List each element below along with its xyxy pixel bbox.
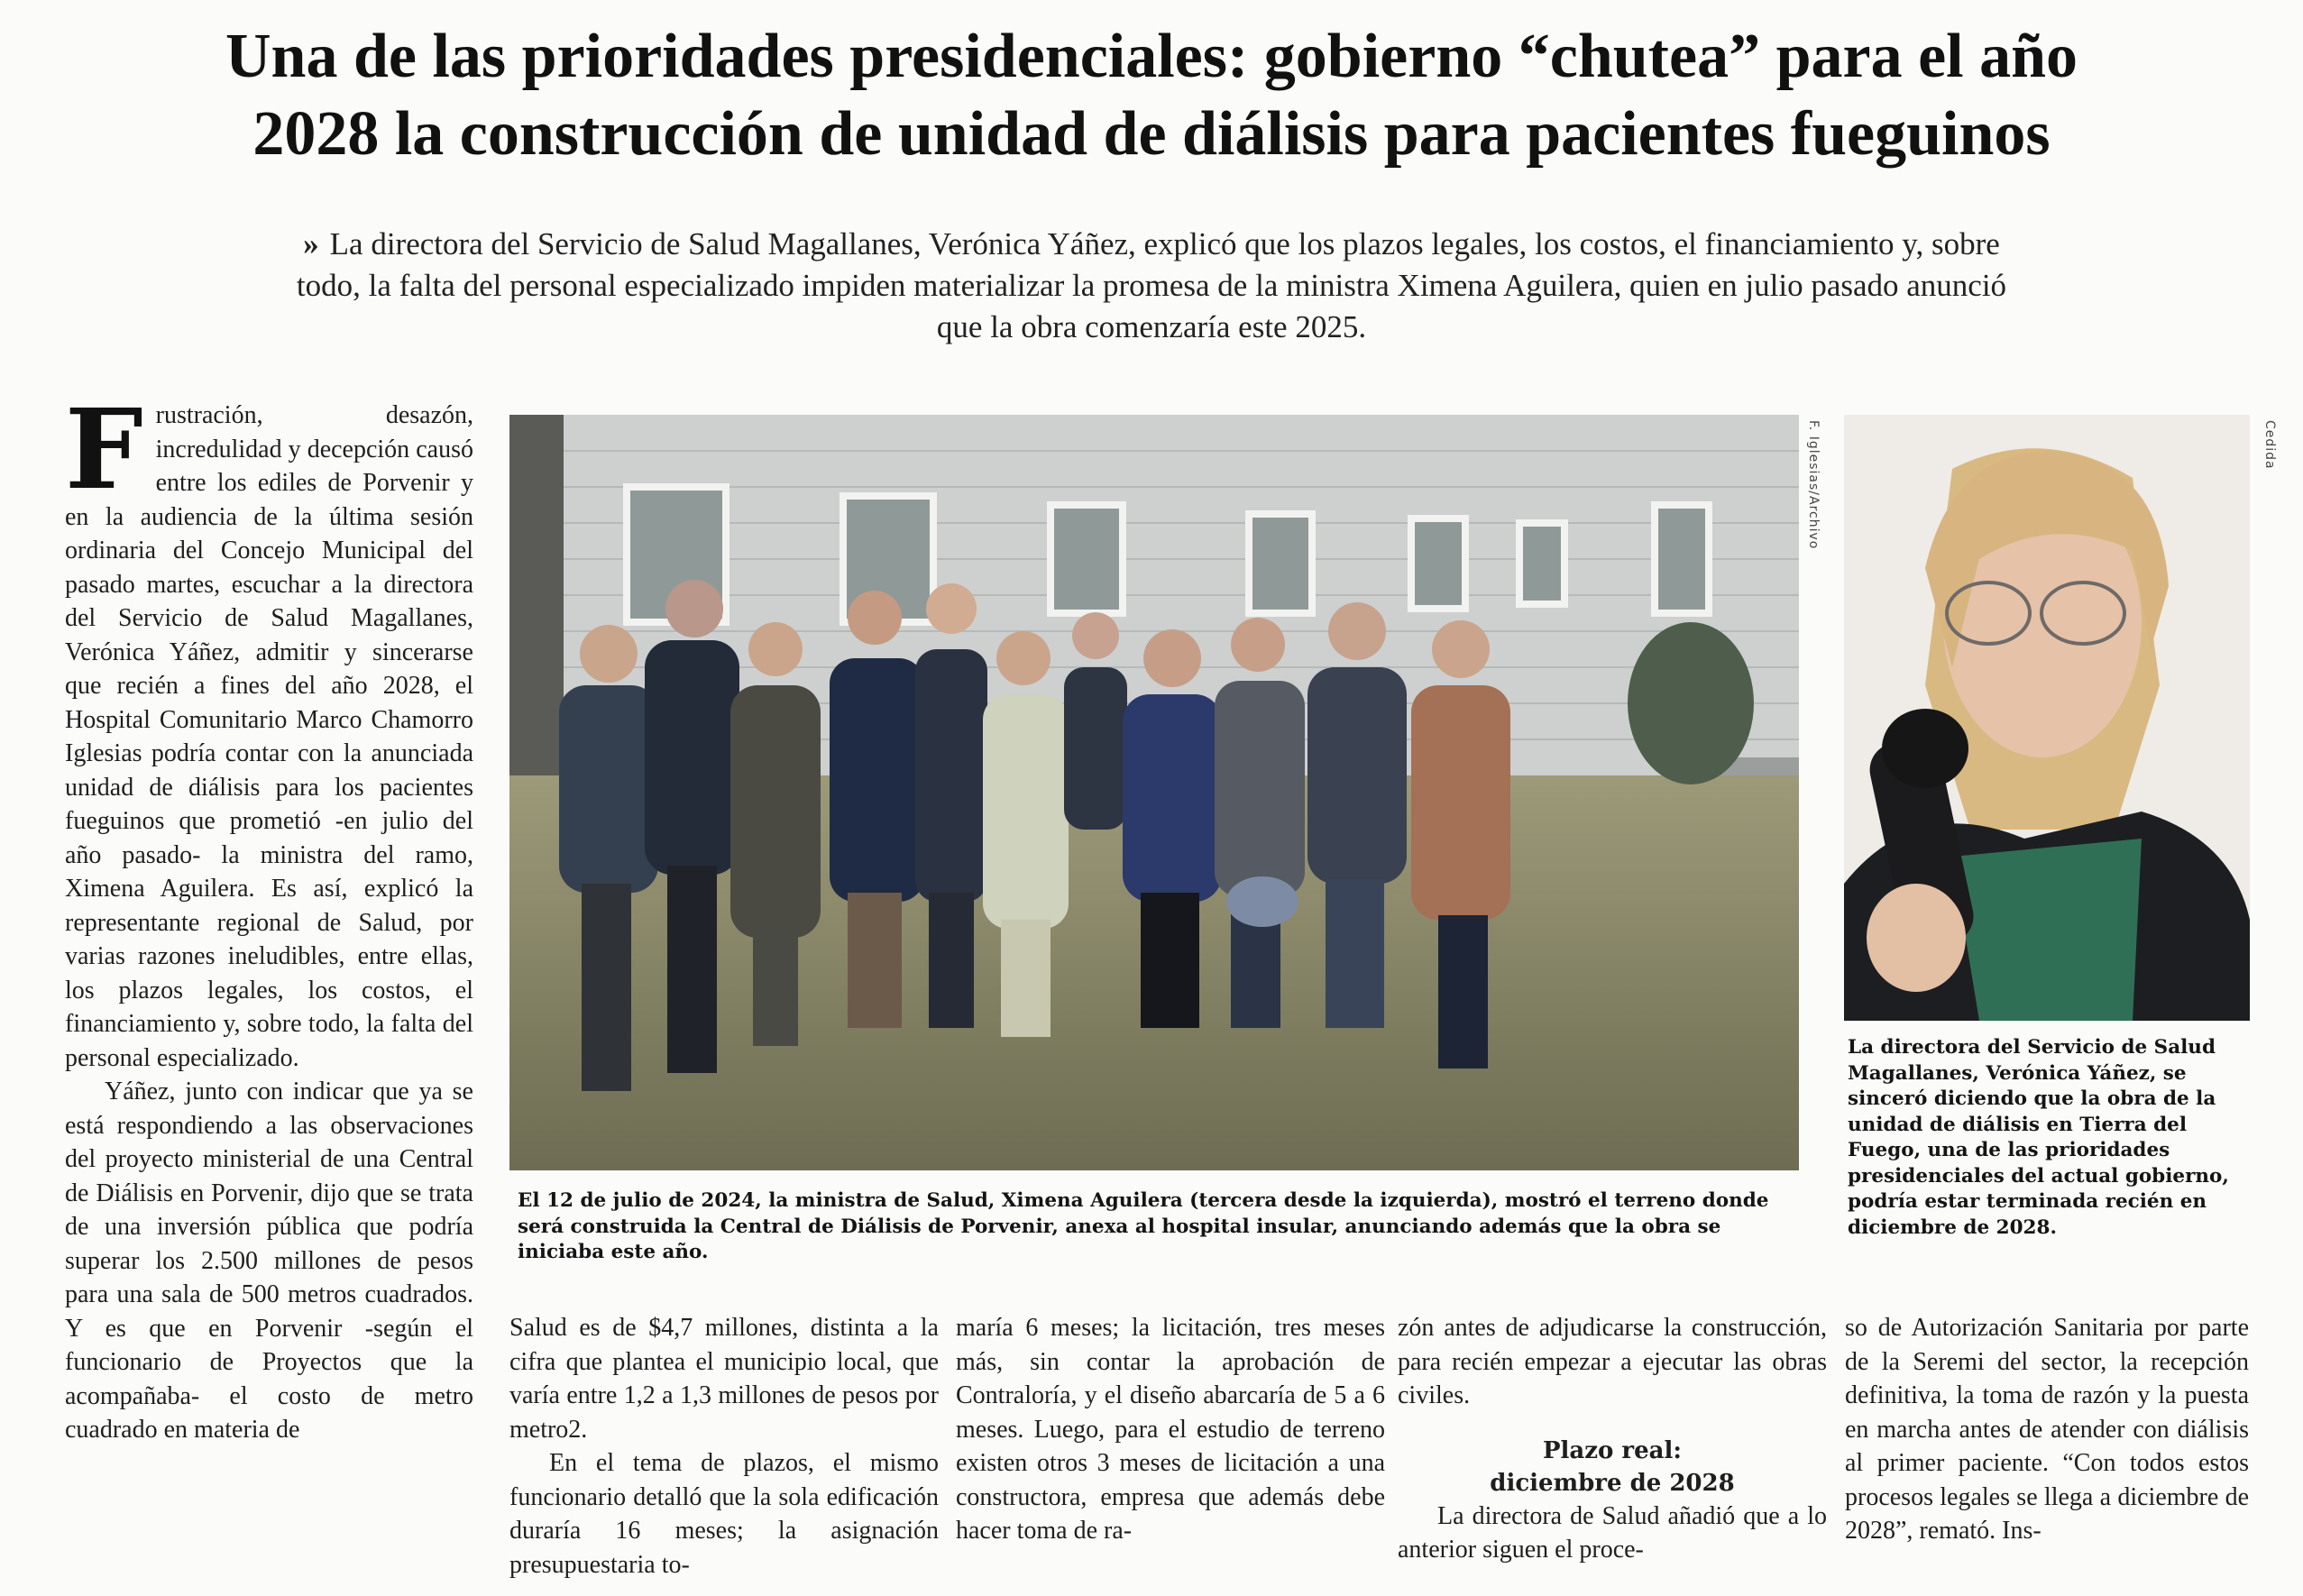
portrait-photo [1844, 415, 2250, 1021]
column-2-paragraph-2: En el tema de plazos, el mismo funcionario detalló que la sola edificación duraría 16 meses; la asignación presupuestaria to- [509, 1449, 939, 1579]
column-2-paragraph-1: Salud es de $4,7 millones, distinta a la cifra que plantea el municipio local, que varía entre 1,2 a 1,3 millones de pesos por metro2. [509, 1314, 939, 1444]
article-column-1 [65, 384, 473, 1447]
dropcap: F [65, 384, 143, 514]
main-photo-credit: F. Iglesias/Archivo [1806, 420, 1821, 550]
headline-line-2: 2028 la construcción de unidad de diálisis para pacientes fueguinos [252, 99, 2051, 169]
portrait-photo-credit: Cedida [2262, 420, 2277, 470]
section-subtitle-line-2: diciembre de 2028 [1490, 1469, 1735, 1497]
group-photo-illustration [509, 415, 1799, 1170]
column-4-paragraph-1: zón antes de adjudicarse la construcción, para recién empezar a ejecutar las obras civiles. [1398, 1314, 1827, 1409]
main-photo-caption: El 12 de julio de 2024, la ministra de Salud, Ximena Aguilera (tercera desde la izquierda), mostró el terreno donde será construida la Central de Diálisis de Porvenir, anexa al hospital insular, anunciando además que la obra se iniciaba este año. [518, 1189, 1769, 1263]
column-3-paragraph-1: maría 6 meses; la licitación, tres meses más, sin contar la aprobación de Contraloría, y el diseño abarcaría de 5 a 6 meses. Luego, para el estudio de terreno existen otros 3 meses de licitación a una constructora, empresa que además debe hacer toma de ra- [956, 1314, 1385, 1545]
article-column-3 [956, 1311, 1385, 1548]
article-column-2 [509, 1311, 939, 1582]
portrait-photo-caption: La directora del Servicio de Salud Magallanes, Verónica Yáñez, se sinceró diciendo que la obra de la unidad de diálisis en Tierra del Fuego, una de las prioridades presidenciales del actual gobierno, podría estar terminada recién en diciembre de 2028. [1848, 1036, 2229, 1239]
headline-line-1: Una de las prioridades presidenciales: gobierno “chutea” para el año [225, 22, 2078, 91]
subhead [289, 224, 2014, 348]
column-1-paragraph-1-text: rustración, desazón, incredulidad y decepción causó entre los ediles de Porvenir y en la audiencia de la última sesión ordinaria del Concejo Municipal del pasado martes, escuchar a la directora del Servicio de Salud Magallanes, Verónica Yáñez, admitir y sincerarse que recién a fines del año 2028, el Hospital Comunitario Marco Chamorro Iglesias podría contar con la anunciada unidad de diálisis para los pacientes fueguinos que prometió -en julio del año pasado- la ministra del ramo, Ximena Aguilera. Es así, explicó la representante regional de Salud, por varias razones ineludibles, entre ellas, los plazos legales, los costos, el financiamiento y, sobre todo, la falta del personal especializado. [65, 401, 473, 1072]
article-column-5 [1845, 1311, 2249, 1548]
portrait-illustration [1844, 415, 2250, 1021]
subhead-text: La directora del Servicio de Salud Magallanes, Verónica Yáñez, explicó que los plazos legales, los costos, el financiamiento y, sobre todo, la falta del personal especializado impiden materializar la promesa de la ministra Ximena Aguilera, quien en julio pasado anunció que la obra comenzaría este 2025. [296, 226, 2007, 344]
main-photo [509, 415, 1799, 1170]
column-1-paragraph-2: Yáñez, junto con indicar que ya se está respondiendo a las observaciones del proyecto ministerial de una Central de Diálisis en Porvenir, dijo que se trata de una inversión pública que podría superar los 2.500 millones de pesos para una sala de 500 metros cuadrados. Y es que en Porvenir -según el funcionario de Proyectos que la acompañaba- el costo de metro cuadrado en materia de [65, 1078, 473, 1444]
article-column-4 [1398, 1311, 1827, 1567]
subhead-bullet-icon: » [303, 226, 319, 261]
section-subtitle [1398, 1435, 1827, 1500]
column-4-paragraph-2: La directora de Salud añadió que a lo anterior siguen el proce- [1398, 1501, 1827, 1564]
column-1-paragraph-1 [65, 384, 473, 1075]
headline [54, 18, 2249, 173]
column-5-paragraph-1: so de Autorización Sanitaria por parte de la Seremi del sector, la recepción definitiva, la toma de razón y la puesta en marcha antes de atender con diálisis al primer paciente. “Con todos estos procesos legales se llega a diciembre de 2028”, remató. Ins- [1845, 1314, 2249, 1545]
section-subtitle-line-1: Plazo real: [1543, 1436, 1682, 1464]
